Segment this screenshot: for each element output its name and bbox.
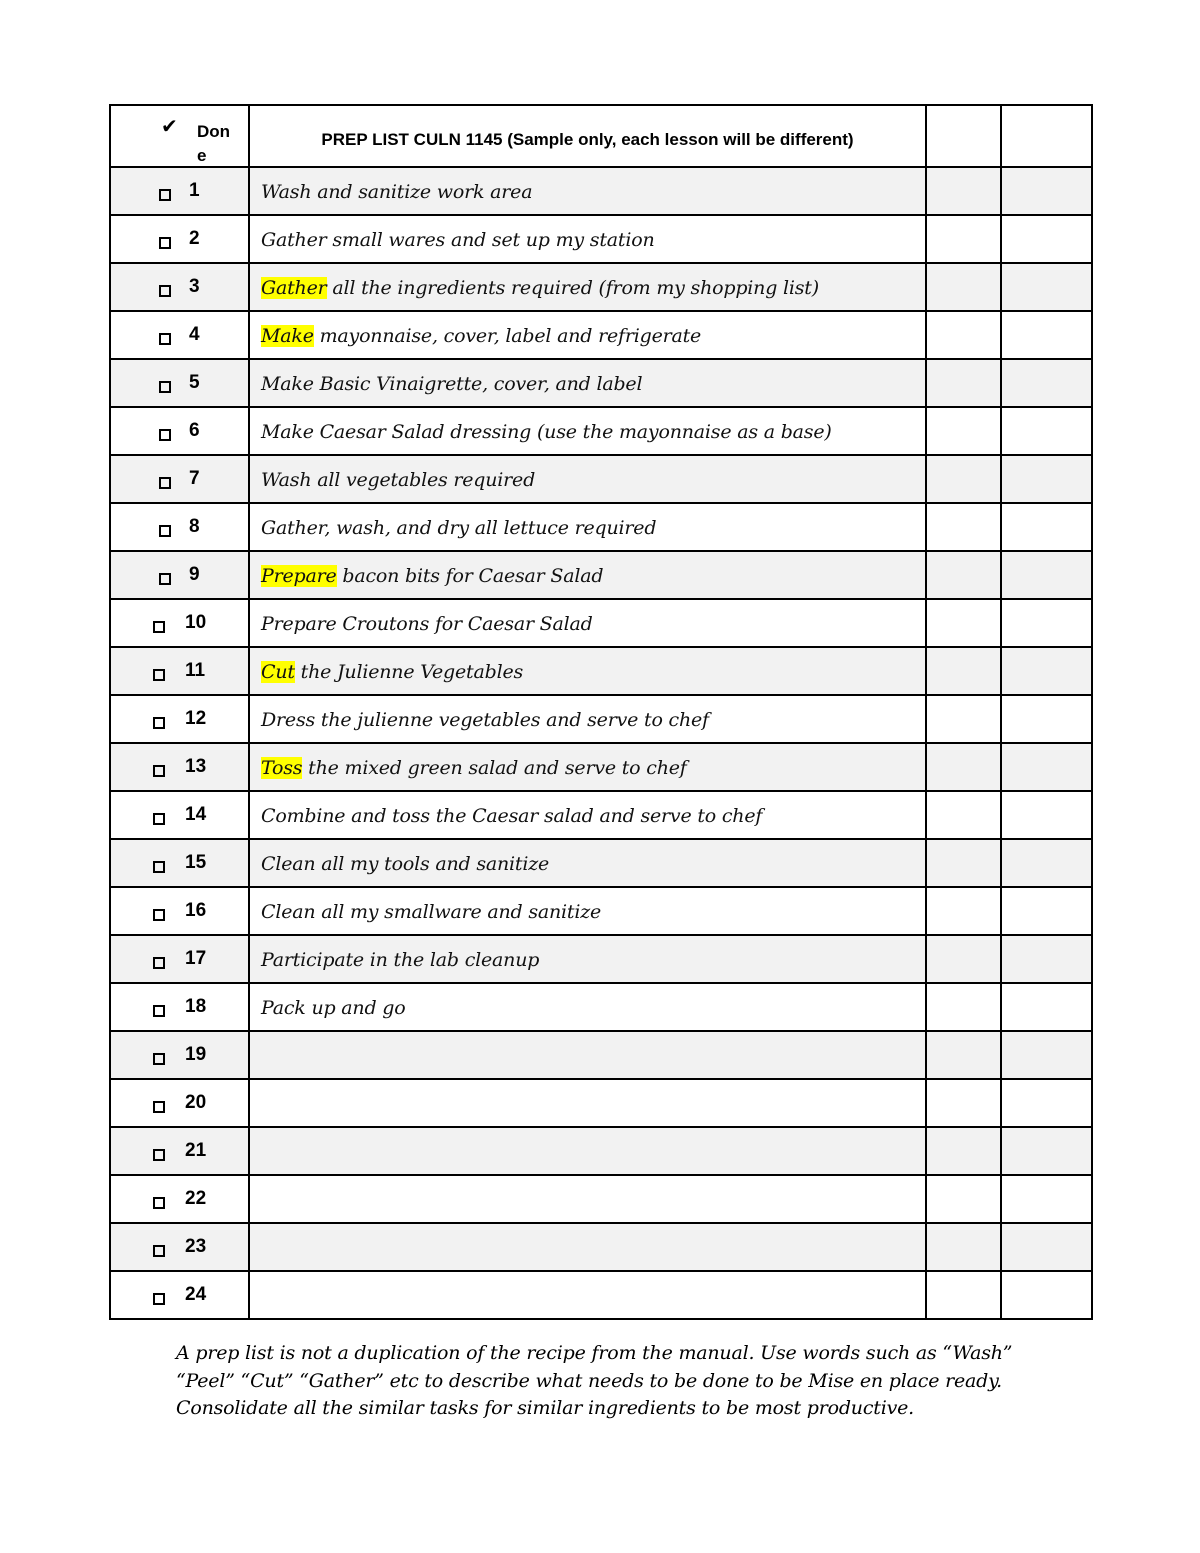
prep-list-table (109, 104, 1093, 1320)
checkbox-icon[interactable] (159, 189, 171, 201)
done-cell (110, 1127, 249, 1175)
task-cell (249, 791, 926, 839)
task-description: mayonnaise, cover, label and refrigerate (313, 325, 702, 347)
extra-cell-2 (1001, 263, 1092, 311)
table-row (110, 1031, 1092, 1079)
task-cell (249, 695, 926, 743)
table-header-row (110, 105, 1092, 167)
checkbox-icon[interactable] (159, 237, 171, 249)
extra-cell-1 (926, 551, 1001, 599)
task-text (250, 1054, 925, 1056)
task-text (250, 275, 925, 299)
extra-cell-1 (926, 1031, 1001, 1079)
task-description: Gather, wash, and dry all lettuce required (261, 517, 657, 539)
extra-cell-1 (926, 695, 1001, 743)
checkbox-icon[interactable] (159, 477, 171, 489)
table-row (110, 455, 1092, 503)
row-number: 7 (189, 468, 200, 489)
task-text (250, 803, 925, 827)
extra-cell-2 (1001, 599, 1092, 647)
table-row (110, 359, 1092, 407)
checkbox-icon[interactable] (153, 717, 165, 729)
task-description: Combine and toss the Caesar salad and serve to chef (261, 805, 763, 827)
task-description: Clean all my tools and sanitize (261, 853, 550, 875)
task-cell (249, 359, 926, 407)
row-number: 2 (189, 228, 200, 249)
task-text (250, 1294, 925, 1296)
task-cell (249, 599, 926, 647)
done-cell (110, 167, 249, 215)
table-row (110, 983, 1092, 1031)
row-number: 15 (185, 852, 207, 873)
extra-cell-2 (1001, 503, 1092, 551)
row-number: 16 (185, 900, 207, 921)
task-cell (249, 1127, 926, 1175)
extra-cell-2 (1001, 791, 1092, 839)
extra-cell-1 (926, 1271, 1001, 1319)
extra-cell-2 (1001, 1127, 1092, 1175)
checkbox-icon[interactable] (153, 957, 165, 969)
extra-cell-1 (926, 887, 1001, 935)
checkbox-icon[interactable] (159, 285, 171, 297)
table-row (110, 599, 1092, 647)
task-cell (249, 167, 926, 215)
checkbox-icon[interactable] (159, 429, 171, 441)
row-number: 19 (185, 1044, 207, 1065)
task-cell (249, 263, 926, 311)
task-cell (249, 311, 926, 359)
checkbox-icon[interactable] (153, 1149, 165, 1161)
task-description: Prepare Croutons for Caesar Salad (261, 613, 593, 635)
task-description: Wash and sanitize work area (261, 181, 533, 203)
task-cell (249, 1271, 926, 1319)
task-text (250, 515, 925, 539)
done-cell (110, 743, 249, 791)
extra-cell-2 (1001, 551, 1092, 599)
row-number: 13 (185, 756, 207, 777)
table-row (110, 1079, 1092, 1127)
extra-cell-1 (926, 167, 1001, 215)
task-cell (249, 983, 926, 1031)
done-cell (110, 311, 249, 359)
checkbox-icon[interactable] (153, 1197, 165, 1209)
extra-cell-2 (1001, 1223, 1092, 1271)
checkbox-icon[interactable] (159, 573, 171, 585)
footnote-line: A prep list is not a duplication of the recipe from the manual. Use words such as “Wash” (176, 1342, 1013, 1364)
task-description: Make Caesar Salad dressing (use the mayonnaise as a base) (261, 421, 832, 443)
extra-cell-1 (926, 503, 1001, 551)
extra-cell-1 (926, 1127, 1001, 1175)
task-text (250, 419, 925, 443)
done-cell (110, 935, 249, 983)
row-number: 3 (189, 276, 200, 297)
extra-cell-1 (926, 647, 1001, 695)
row-number: 1 (189, 180, 200, 201)
done-column-label: Done (197, 122, 231, 165)
task-text (250, 1150, 925, 1152)
checkbox-icon[interactable] (153, 1053, 165, 1065)
checkbox-icon[interactable] (153, 621, 165, 633)
done-cell (110, 839, 249, 887)
task-text (250, 227, 925, 251)
highlighted-verb: Make (261, 325, 314, 347)
done-cell (110, 551, 249, 599)
task-text (250, 323, 925, 347)
row-number: 6 (189, 420, 200, 441)
extra-cell-2 (1001, 311, 1092, 359)
extra-cell-1 (926, 791, 1001, 839)
table-row (110, 839, 1092, 887)
table-row (110, 1127, 1092, 1175)
row-number: 24 (185, 1284, 207, 1305)
task-cell (249, 1175, 926, 1223)
extra-cell-2 (1001, 935, 1092, 983)
done-cell (110, 1175, 249, 1223)
extra-column-header-2 (1001, 105, 1092, 167)
checkbox-icon[interactable] (153, 909, 165, 921)
task-description: Make Basic Vinaigrette, cover, and label (261, 373, 643, 395)
extra-cell-2 (1001, 647, 1092, 695)
highlighted-verb: Gather (261, 277, 327, 299)
extra-cell-2 (1001, 983, 1092, 1031)
done-cell (110, 503, 249, 551)
done-cell (110, 887, 249, 935)
extra-cell-1 (926, 215, 1001, 263)
checkbox-icon[interactable] (153, 861, 165, 873)
checkbox-icon[interactable] (153, 669, 165, 681)
task-cell (249, 1031, 926, 1079)
checkmark-icon: ✔ (161, 114, 178, 138)
row-number: 11 (185, 660, 206, 681)
checkbox-icon[interactable] (153, 1005, 165, 1017)
extra-cell-1 (926, 599, 1001, 647)
highlighted-verb: Cut (261, 661, 295, 683)
row-number: 10 (185, 612, 207, 633)
row-number: 5 (189, 372, 200, 393)
row-number: 8 (189, 516, 200, 537)
done-cell (110, 1223, 249, 1271)
table-row (110, 1271, 1092, 1319)
extra-cell-1 (926, 263, 1001, 311)
task-cell (249, 1223, 926, 1271)
done-cell (110, 695, 249, 743)
task-text (250, 467, 925, 491)
highlighted-verb: Prepare (261, 565, 337, 587)
row-number: 9 (189, 564, 200, 585)
task-text (250, 611, 925, 635)
checkbox-icon[interactable] (153, 1245, 165, 1257)
task-cell (249, 1079, 926, 1127)
row-number: 23 (185, 1236, 207, 1257)
table-row (110, 935, 1092, 983)
task-description: all the ingredients required (from my shopping list) (326, 277, 819, 299)
table-row (110, 407, 1092, 455)
extra-cell-1 (926, 1175, 1001, 1223)
extra-cell-2 (1001, 1175, 1092, 1223)
prep-list-title: PREP LIST CULN 1145 (Sample only, each lesson will be different) (321, 130, 854, 149)
task-cell (249, 407, 926, 455)
row-number: 12 (185, 708, 207, 729)
table-row (110, 743, 1092, 791)
table-row (110, 215, 1092, 263)
task-cell (249, 743, 926, 791)
table-row (110, 263, 1092, 311)
done-cell (110, 263, 249, 311)
footnote-line: “Peel” “Cut” “Gather” etc to describe what needs to be done to be Mise en place ready. (176, 1369, 1002, 1392)
table-row (110, 311, 1092, 359)
task-text (250, 947, 925, 971)
done-cell (110, 359, 249, 407)
extra-cell-2 (1001, 1079, 1092, 1127)
row-number: 4 (189, 324, 200, 345)
task-cell (249, 839, 926, 887)
task-description: Clean all my smallware and sanitize (261, 901, 602, 923)
table-row (110, 551, 1092, 599)
task-text (250, 851, 925, 875)
prep-list-title-cell (249, 105, 926, 167)
task-description: Dress the julienne vegetables and serve to chef (261, 709, 709, 731)
checkbox-icon[interactable] (159, 525, 171, 537)
task-description: Participate in the lab cleanup (261, 949, 540, 971)
row-number: 22 (185, 1188, 207, 1209)
table-row (110, 647, 1092, 695)
task-text (250, 707, 925, 731)
extra-cell-1 (926, 935, 1001, 983)
task-text (250, 899, 925, 923)
task-text (250, 179, 925, 203)
table-row (110, 1175, 1092, 1223)
checkbox-icon[interactable] (153, 1293, 165, 1305)
extra-cell-2 (1001, 695, 1092, 743)
task-description: bacon bits for Caesar Salad (336, 565, 604, 587)
footnote-line: Consolidate all the similar tasks for similar ingredients to be most productive. (176, 1397, 914, 1419)
checkbox-icon[interactable] (159, 333, 171, 345)
task-text (250, 563, 925, 587)
task-cell (249, 887, 926, 935)
extra-cell-1 (926, 1079, 1001, 1127)
extra-cell-1 (926, 743, 1001, 791)
done-cell (110, 1271, 249, 1319)
row-number: 20 (185, 1092, 207, 1113)
extra-cell-1 (926, 407, 1001, 455)
task-text (250, 1246, 925, 1248)
checkbox-icon[interactable] (159, 381, 171, 393)
extra-cell-2 (1001, 1271, 1092, 1319)
done-cell (110, 983, 249, 1031)
extra-cell-1 (926, 359, 1001, 407)
task-description: Pack up and go (261, 997, 406, 1019)
done-cell (110, 215, 249, 263)
row-number: 18 (185, 996, 207, 1017)
checkbox-icon[interactable] (153, 813, 165, 825)
checkbox-icon[interactable] (153, 765, 165, 777)
task-cell (249, 647, 926, 695)
extra-cell-2 (1001, 167, 1092, 215)
task-description: Wash all vegetables required (261, 469, 536, 491)
table-row (110, 887, 1092, 935)
task-text (250, 1198, 925, 1200)
task-cell (249, 455, 926, 503)
done-header-cell (110, 105, 249, 167)
task-cell (249, 215, 926, 263)
extra-cell-1 (926, 983, 1001, 1031)
extra-cell-1 (926, 839, 1001, 887)
extra-cell-2 (1001, 887, 1092, 935)
extra-cell-2 (1001, 359, 1092, 407)
done-cell (110, 647, 249, 695)
done-cell (110, 1079, 249, 1127)
footnote (176, 1340, 1056, 1423)
table-row (110, 695, 1092, 743)
row-number: 17 (185, 948, 207, 969)
extra-cell-2 (1001, 743, 1092, 791)
done-cell (110, 599, 249, 647)
task-cell (249, 551, 926, 599)
task-description: the mixed green salad and serve to chef (302, 757, 687, 779)
extra-cell-1 (926, 311, 1001, 359)
task-text (250, 1102, 925, 1104)
row-number: 14 (185, 804, 207, 825)
highlighted-verb: Toss (261, 757, 303, 779)
extra-cell-2 (1001, 839, 1092, 887)
table-row (110, 791, 1092, 839)
task-text (250, 755, 925, 779)
done-cell (110, 407, 249, 455)
task-text (250, 995, 925, 1019)
extra-cell-1 (926, 455, 1001, 503)
done-cell (110, 791, 249, 839)
extra-cell-2 (1001, 1031, 1092, 1079)
extra-column-header-1 (926, 105, 1001, 167)
task-description: Gather small wares and set up my station (261, 229, 655, 251)
checkbox-icon[interactable] (153, 1101, 165, 1113)
done-cell (110, 455, 249, 503)
task-description: the Julienne Vegetables (294, 661, 524, 683)
extra-cell-1 (926, 1223, 1001, 1271)
task-text (250, 371, 925, 395)
table-row (110, 503, 1092, 551)
extra-cell-2 (1001, 407, 1092, 455)
done-cell (110, 1031, 249, 1079)
table-row (110, 167, 1092, 215)
task-cell (249, 935, 926, 983)
table-row (110, 1223, 1092, 1271)
extra-cell-2 (1001, 215, 1092, 263)
task-cell (249, 503, 926, 551)
extra-cell-2 (1001, 455, 1092, 503)
task-text (250, 659, 925, 683)
row-number: 21 (185, 1140, 207, 1161)
